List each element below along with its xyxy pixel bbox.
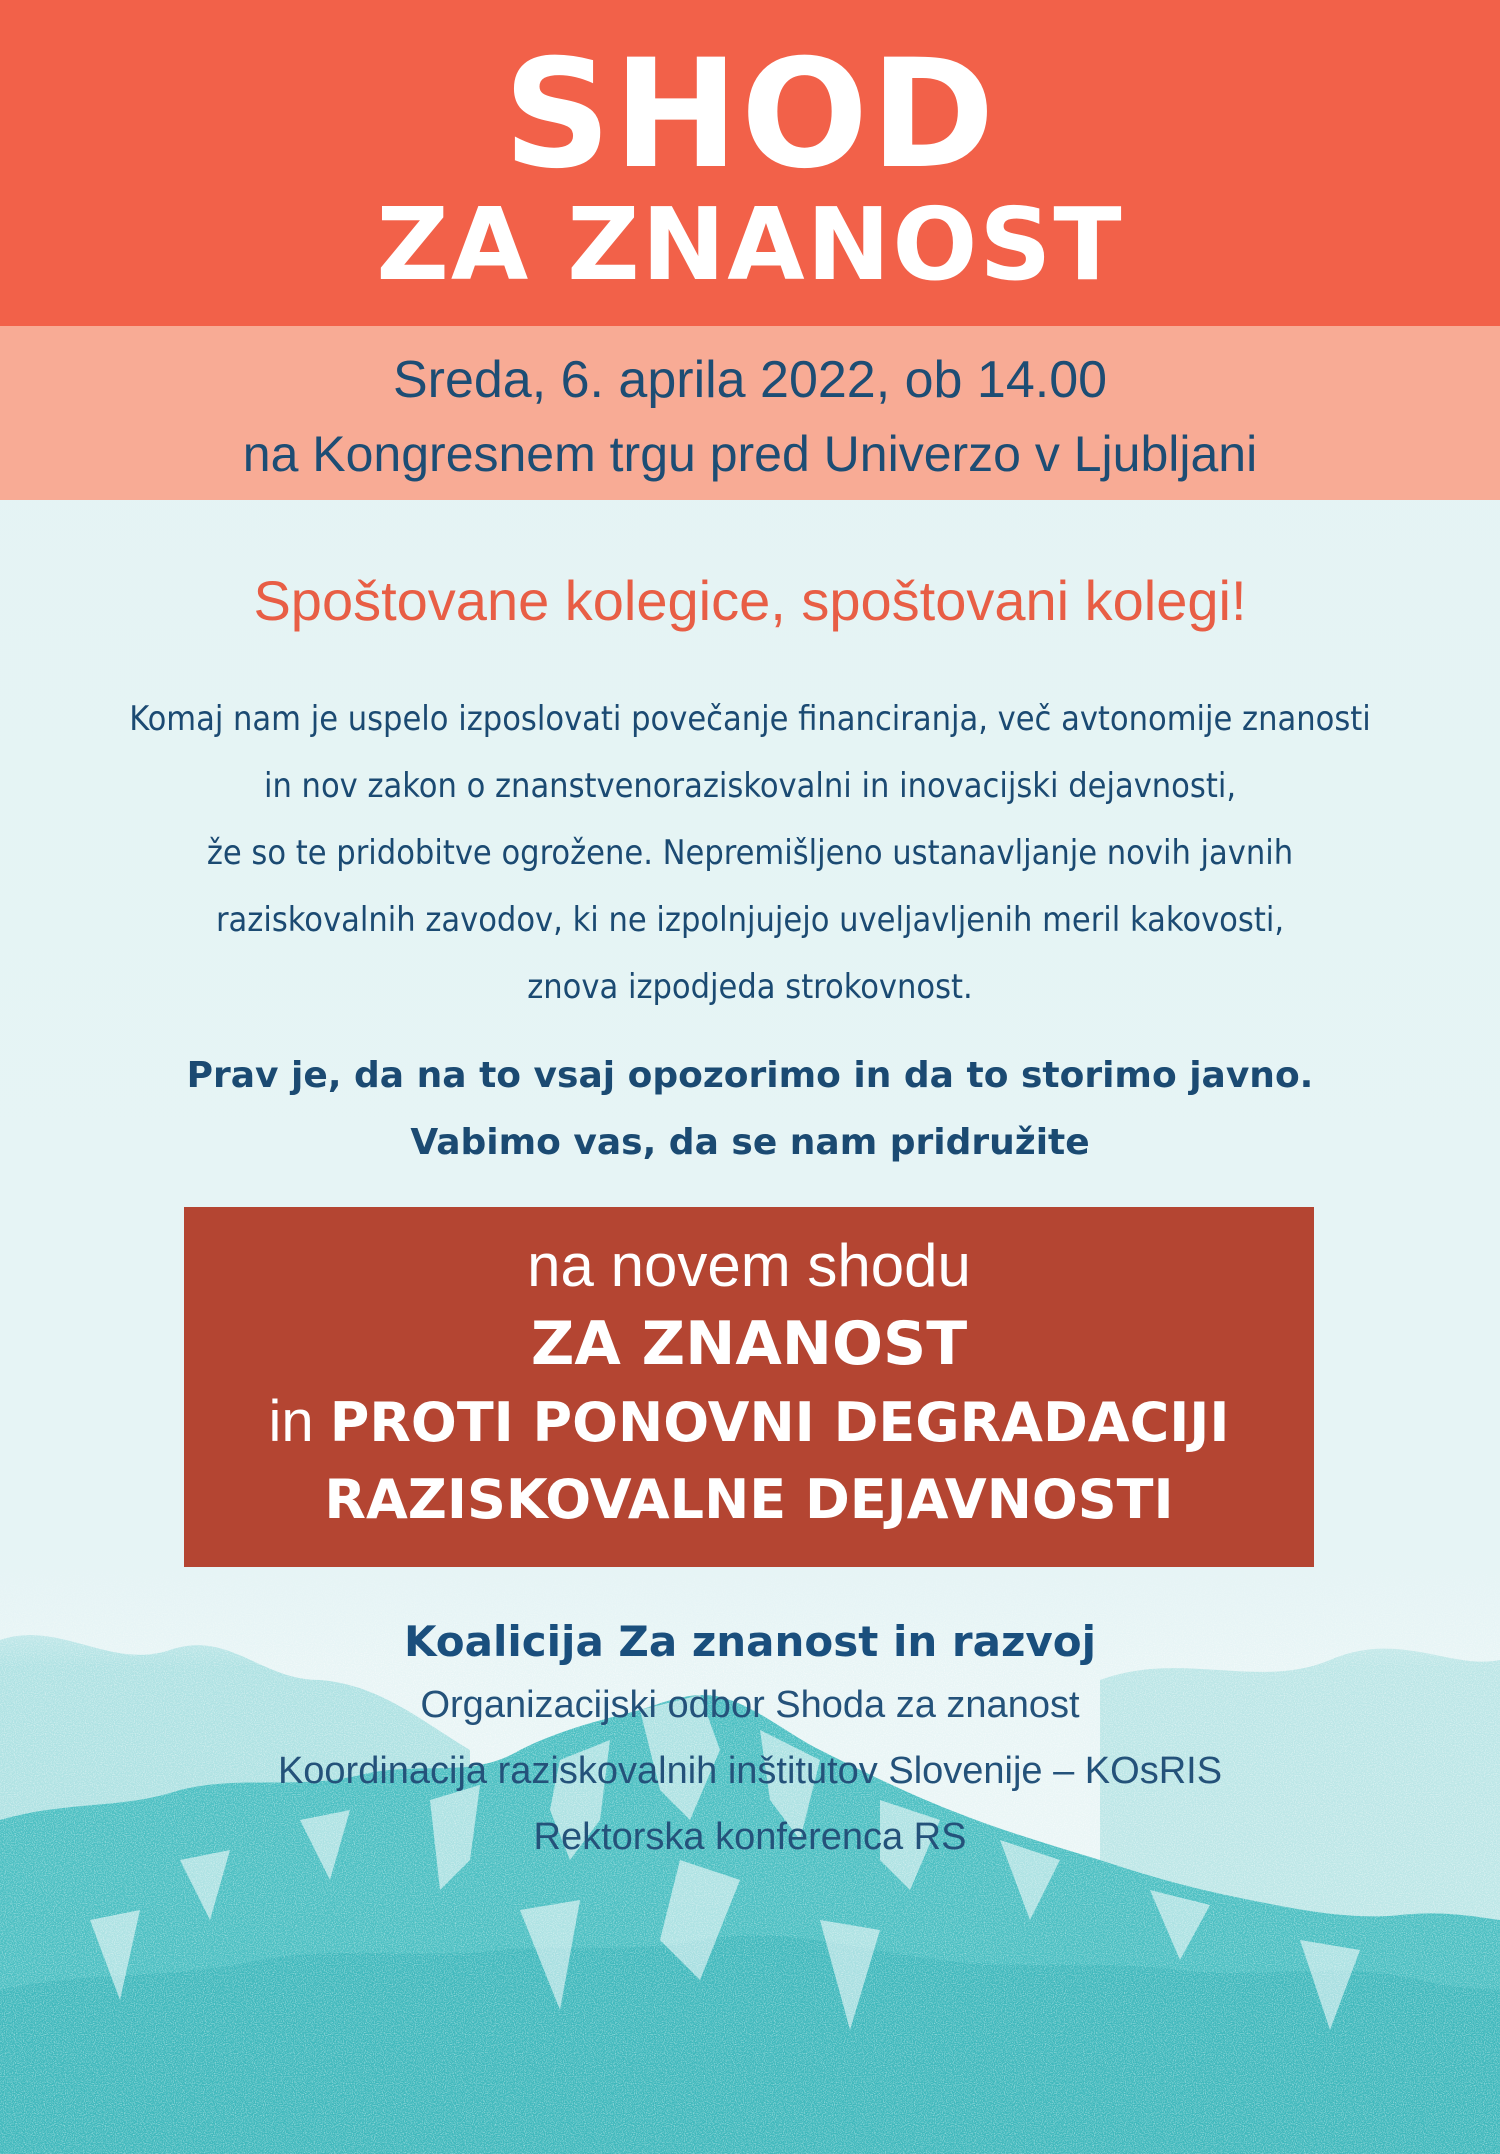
callout-line-3 [184, 1385, 1314, 1460]
coalition-name: Koalicija Za znanost in razvoj [403, 1617, 1097, 1666]
callout-line-1: na novem shodu [527, 1232, 971, 1299]
callout-line-4: RAZISKOVALNE DEJAVNOSTI [324, 1468, 1174, 1531]
call-to-action-line: Prav je, da na to vsaj opozorimo in da to storimo javno. [186, 1055, 1314, 1096]
callout-line-3-bold: PROTI PONOVNI DEGRADACIJI [329, 1391, 1230, 1454]
event-location: na Kongresnem trgu pred Univerzo v Ljubljani [242, 426, 1258, 482]
organizer-item: Koordinacija raziskovalnih inštitutov Slovenije – KOsRIS [277, 1750, 1223, 1792]
letter-body-line: znova izpodjeda strokovnost. [527, 967, 973, 1007]
organizers [0, 1612, 1500, 1870]
header-band [0, 0, 1500, 326]
poster-subtitle: ZA ZNANOST [376, 186, 1124, 303]
callout-box [184, 1207, 1314, 1567]
call-to-action-line: Vabimo vas, da se nam pridružite [410, 1122, 1090, 1163]
callout-line-3-prefix: in [268, 1389, 314, 1454]
letter-body-line: in nov zakon o znanstvenoraziskovalni in inovacijski dejavnosti, [263, 766, 1237, 806]
callout-line-2: ZA ZNANOST [530, 1309, 968, 1379]
event-info-band [0, 326, 1500, 500]
letter-body [60, 686, 1440, 1021]
organizer-item: Rektorska konferenca RS [533, 1816, 967, 1858]
letter-body-line: že so te pridobitve ogrožene. Nepremišljeno ustanavljanje novih javnih [206, 833, 1294, 873]
organizer-item: Organizacijski odbor Shoda za znanost [420, 1684, 1080, 1726]
poster-title: SHOD [503, 28, 997, 202]
call-to-action [60, 1042, 1440, 1176]
letter-body-line: raziskovalnih zavodov, ki ne izpolnjujejo uveljavljenih meril kakovosti, [215, 900, 1285, 940]
event-date: Sreda, 6. aprila 2022, ob 14.00 [392, 351, 1108, 409]
letter-body-line: Komaj nam je uspelo izposlovati povečanje financiranja, več avtonomije znanosti [129, 699, 1371, 739]
greeting: Spoštovane kolegice, spoštovani kolegi! [253, 569, 1247, 632]
